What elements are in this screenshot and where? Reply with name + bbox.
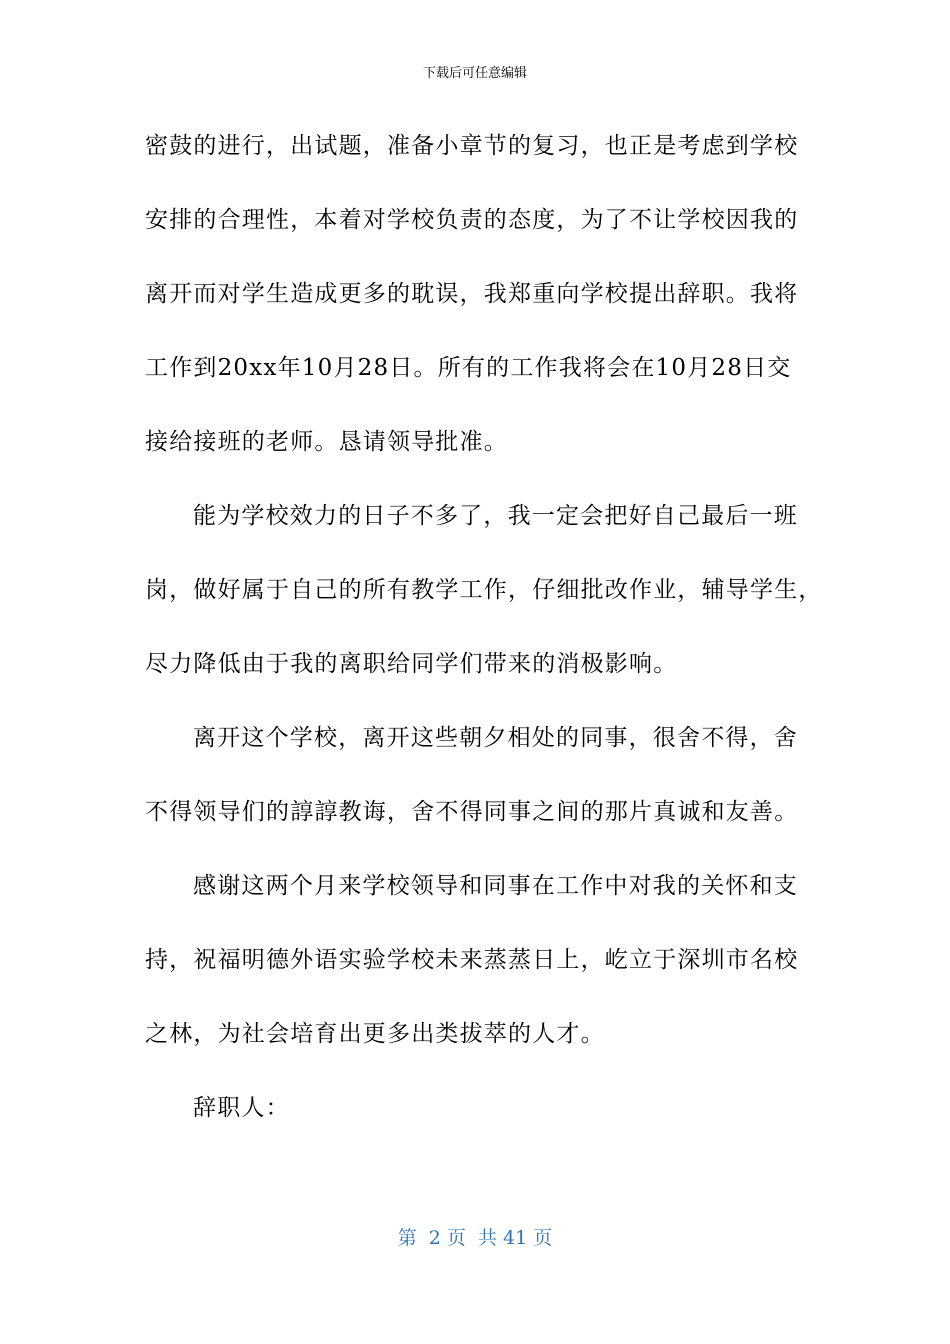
text-line: 岗，做好属于自己的所有教学工作，仔细批改作业，辅导学生， bbox=[145, 577, 823, 603]
text-line: 离开这个学校，离开这些朝夕相处的同事，很舍不得，舍 bbox=[193, 725, 798, 751]
signature-label: 辞职人： bbox=[193, 1095, 290, 1121]
text-line: 不得领导们的諄諄教诲，舍不得同事之间的那片真诚和友善。 bbox=[145, 799, 799, 825]
text-line: 感谢这两个月来学校领导和同事在工作中对我的关怀和支 bbox=[193, 873, 798, 899]
text-line: 能为学校效力的日子不多了，我一定会把好自己最后一班 bbox=[193, 503, 798, 529]
text-line: 离开而对学生造成更多的耽误，我郑重向学校提出辞职。我将 bbox=[145, 281, 799, 307]
text-line: 持，祝福明德外语实验学校未来蒸蒸日上，屹立于深圳市名校 bbox=[145, 947, 799, 973]
text-line: 安排的合理性，本着对学校负责的态度，为了不让学校因我的 bbox=[145, 207, 799, 233]
page-header: 下载后可任意编辑 bbox=[422, 66, 527, 81]
text-line: 之林，为社会培育出更多出类拔萃的人才。 bbox=[145, 1021, 605, 1047]
text-line: 密鼓的进行，出试题，准备小章节的复习，也正是考虑到学校 bbox=[145, 133, 799, 159]
text-line: 接给接班的老师。恳请领导批准。 bbox=[145, 429, 508, 455]
text-line: 工作到20xx年10月28日。所有的工作我将会在10月28日交 bbox=[145, 355, 792, 381]
text-line: 尽力降低由于我的离职给同学们带来的消极影响。 bbox=[145, 651, 678, 677]
page-number: 第 2 页 共 41 页 bbox=[397, 1227, 553, 1249]
